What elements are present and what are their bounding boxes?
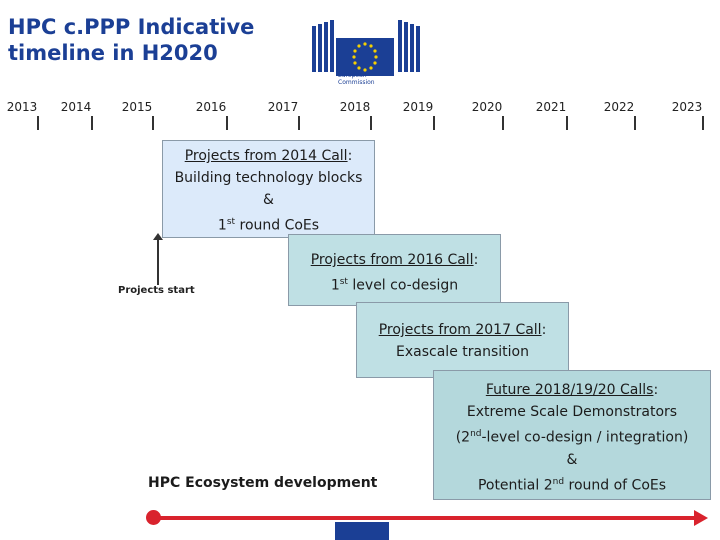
- timeline-arrow: [152, 516, 700, 520]
- year-label: 2014: [60, 100, 92, 114]
- year-label: 2017: [267, 100, 299, 114]
- box2-heading: Projects from 2016 Call: [310, 252, 474, 268]
- box4-colon: :: [653, 382, 659, 398]
- box-future-calls: [433, 370, 711, 500]
- year-tick: [370, 116, 372, 130]
- year-tick: [502, 116, 504, 130]
- box4-line5-post: round of CoEs: [564, 477, 667, 494]
- box4-line5-sup: nd: [552, 476, 565, 487]
- box2-line2-post: level co-design: [347, 277, 459, 294]
- year-label: 2016: [195, 100, 227, 114]
- box1-line4-post: round CoEs: [235, 217, 320, 234]
- year-label: 2013: [6, 100, 38, 114]
- box4-line3-sup: nd: [470, 429, 482, 439]
- year-label: 2022: [603, 100, 635, 114]
- box3-line2: Exascale transition: [396, 344, 529, 360]
- box-2017-call: [356, 302, 569, 378]
- year-tick: [566, 116, 568, 130]
- projects-start-label: Projects start: [118, 285, 195, 296]
- box2-line2-sup: st: [339, 277, 348, 287]
- box1-line4-sup: st: [226, 217, 236, 227]
- header: [0, 0, 720, 92]
- box3-heading: Projects from 2017 Call: [378, 322, 542, 338]
- flag-strip: [335, 522, 389, 540]
- box3-colon: :: [541, 322, 547, 338]
- year-tick: [634, 116, 636, 130]
- year-tick: [91, 116, 93, 130]
- box4-heading: Future 2018/19/20 Calls: [485, 382, 654, 398]
- timeline-start-dot-icon: [146, 510, 161, 525]
- box-2016-call: [288, 234, 501, 306]
- year-tick: [152, 116, 154, 130]
- year-axis: [0, 96, 720, 136]
- box4-line3-post: -level co-design / integration): [481, 429, 689, 446]
- box1-line3: &: [263, 192, 274, 208]
- year-label: 2020: [471, 100, 503, 114]
- box1-colon: :: [347, 148, 353, 164]
- year-label: 2019: [402, 100, 434, 114]
- ecosystem-label: HPC Ecosystem development: [148, 475, 378, 491]
- box4-line4: &: [566, 451, 578, 468]
- box-2014-call: [162, 140, 375, 238]
- box4-line3-pre: (2: [455, 429, 471, 446]
- year-label: 2015: [121, 100, 153, 114]
- box1-heading: Projects from 2014 Call: [184, 148, 348, 164]
- year-tick: [226, 116, 228, 130]
- projects-start-marker: [157, 237, 159, 285]
- box4-line2: Extreme Scale Demonstrators: [466, 404, 678, 420]
- box2-line2-pre: 1: [330, 277, 340, 294]
- timeline-arrowhead-icon: [694, 510, 708, 526]
- year-label: 2021: [535, 100, 567, 114]
- year-tick: [702, 116, 704, 130]
- year-tick: [433, 116, 435, 130]
- box2-colon: :: [473, 252, 479, 268]
- year-tick: [298, 116, 300, 130]
- page-title: HPC c.PPP Indicative timeline in H2020: [8, 15, 255, 65]
- box1-line2: Building technology blocks: [174, 170, 363, 186]
- year-label: 2023: [671, 100, 703, 114]
- year-label: 2018: [339, 100, 371, 114]
- box4-line5-pre: Potential 2: [477, 477, 553, 494]
- year-tick: [37, 116, 39, 130]
- box1-line4-pre: 1: [217, 217, 227, 234]
- logo-text: European Commission: [338, 72, 375, 86]
